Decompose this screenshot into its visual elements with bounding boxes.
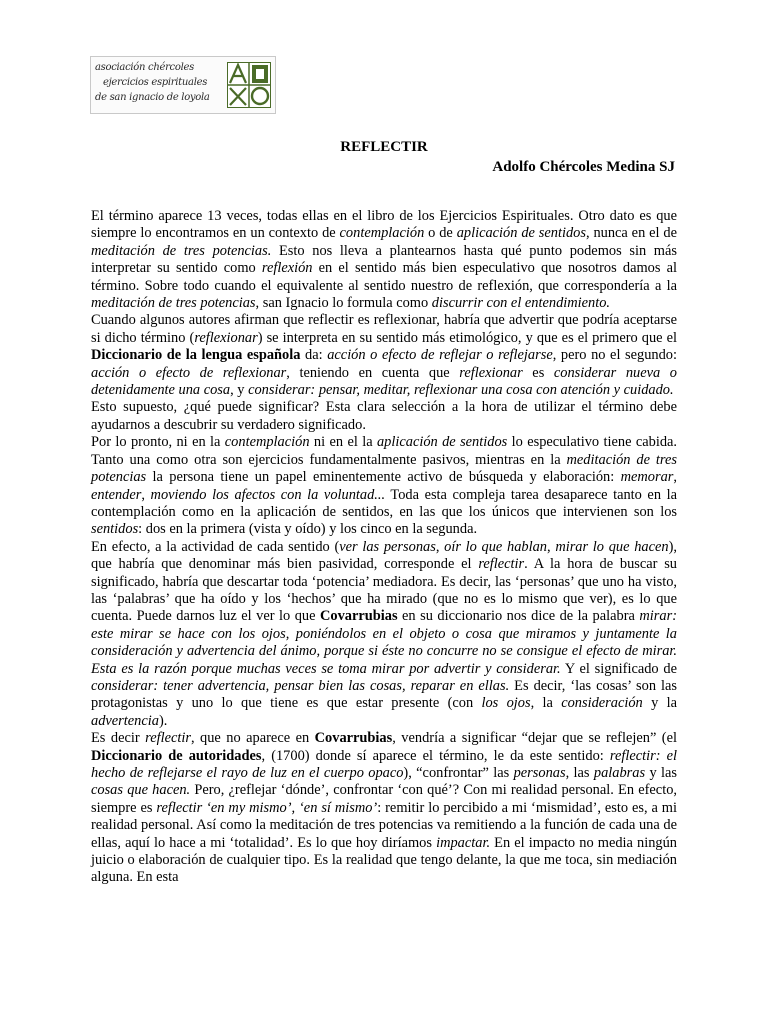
italic-text: reflectir <box>145 730 191 747</box>
bold-text: Diccionario de autoridades <box>91 747 262 764</box>
italic-text: considerar: tener advertencia, pensar bien las cosas, reparar en ellas. <box>91 677 510 694</box>
text-run: y la <box>642 695 677 712</box>
italic-text: ver las personas <box>339 538 436 555</box>
italic-text: reflectir <box>478 556 525 573</box>
text-run: Por lo pronto, ni en la <box>91 434 225 451</box>
italic-text: discurrir con el entendimiento. <box>431 295 611 312</box>
italic-text: reflectir ‘en my mismo’, ‘en sí mismo’ <box>156 799 378 816</box>
text-run: Toda esta compleja tarea desaparece tanto en la contemplación como en la aplicación de sentidos, en las que los únicos que intervienen son los <box>91 486 677 520</box>
body-paragraph <box>91 312 677 399</box>
italic-text: advertencia <box>91 712 159 729</box>
italic-text: reflectir: el hecho de reflejarse el rayo de luz en el cuerpo opaco <box>91 747 677 781</box>
italic-text: memorar <box>620 469 674 486</box>
text-run: , <box>547 538 556 555</box>
italic-text: cosas que hacen. <box>91 782 191 799</box>
text-run: ni en el la <box>309 434 377 451</box>
italic-text: aplicación de sentidos <box>456 225 586 242</box>
italic-text: acción o efecto de reflexionar <box>91 364 287 381</box>
text-run: ), “confrontar” las <box>403 765 514 781</box>
bold-text: Diccionario de la lengua española <box>91 347 301 364</box>
text-run: da: <box>300 347 328 364</box>
text-run: Esto supuesto, ¿qué puede significar? Esta clara selección a la hora de utilizar el término debe ayudarnos a descubrir su verdadero significado. <box>91 399 677 433</box>
text-run: Esto nos lleva a plantearnos hasta qué punto podemos sin más interpretar su sentido como <box>91 242 677 277</box>
logo-line: asociación chércoles <box>95 62 194 73</box>
organization-logo <box>90 56 276 114</box>
text-run: ). <box>158 712 168 729</box>
text-run: , y <box>230 382 249 399</box>
body-paragraph <box>91 539 677 730</box>
italic-text: reflexión <box>261 260 313 277</box>
logo-line: ejercicios espirituales <box>103 77 208 88</box>
italic-text: meditación de tres potencias. <box>91 242 272 259</box>
text-run: Y el significado de <box>560 660 677 677</box>
document-title: REFLECTIR <box>340 139 428 155</box>
text-run: , vendría a significar “dejar que se reflejen” (el <box>392 730 677 747</box>
text-run: Pero, ¿reflejar ‘dónde’, confrontar ‘con qué’? Con mi realidad personal. En efecto, siempre es <box>91 782 677 816</box>
italic-text: considerar nueva o detenidamente una cosa <box>91 364 677 399</box>
italic-text: reflexionar <box>459 364 523 381</box>
italic-text: meditación de tres potencias <box>91 295 256 312</box>
italic-text: personas <box>513 765 566 781</box>
text-run: : remitir lo percibido a mi ‘mismidad’, esto es, a mi realidad personal. Así como la meditación de tres potencias va remitiendo a la función de cada una de ellas, aquí lo hace a mi ‘totalidad’. Es lo que hoy diríamos <box>91 799 677 851</box>
text-run: Cuando algunos autores afirman que reflectir es reflexionar, habría que advertir que podría aceptarse si dicho término ( <box>91 312 677 346</box>
text-run: , la <box>530 695 562 712</box>
text-run: ) se interpreta en su sentido más etimológico, y que es el primero que el <box>257 329 678 346</box>
text-run: Es decir, ‘las cosas’ son las protagonistas y uno lo que tiene es que estar presente (con <box>91 677 677 712</box>
italic-text: los ojos <box>481 695 531 712</box>
body-paragraph <box>91 399 677 434</box>
text-run: , las <box>565 765 594 781</box>
text-run: , (1700) donde sí aparece el término, le da este sentido: <box>261 747 610 764</box>
body-paragraph <box>91 730 677 887</box>
text-run: , <box>673 469 677 486</box>
italic-text: mirar lo que hacen <box>555 538 669 555</box>
text-run: lo especulativo tiene cabida. Tanto una como otra son ejercicios fundamentalmente pasivos, mientras en la <box>91 434 677 468</box>
text-run: Es decir <box>91 730 146 747</box>
italic-text: moviendo los afectos con la voluntad... <box>150 486 386 503</box>
text-run: , teniendo en cuenta que <box>286 364 460 381</box>
text-run: ), que habría que denominar más bien pasividad, corresponde el <box>91 538 677 573</box>
text-run: la persona tiene un papel eminentemente activo de búsqueda y elaboración: <box>146 469 621 486</box>
text-run: En el impacto no media ningún juicio o elaboración de cualquier tipo. Es la realidad que tengo delante, la que me toca, sin mediación alguna. En esta <box>91 834 678 886</box>
text-run: El término aparece 13 veces, todas ellas en el libro de los Ejercicios Espirituales. Otro dato es que siempre lo encontramos en un contexto de <box>91 208 677 242</box>
logo-line: de san ignacio de loyola <box>95 92 210 103</box>
text-run: o de <box>424 225 457 242</box>
text-run: , que no aparece en <box>190 730 315 747</box>
text-run: en el sentido más bien especulativo que nosotros damos al término. Sobre todo cuando el equivalente al sentido nuestro de reflexión, que correspondería a la <box>91 260 677 294</box>
text-run: , san Ignacio lo formula como <box>255 295 432 312</box>
logo-wordmark <box>95 60 225 105</box>
italic-text: acción o efecto de reflejar o reflejarse <box>327 347 553 364</box>
text-run: , nunca en el de <box>585 225 677 242</box>
italic-text: oír lo que hablan <box>444 538 547 555</box>
italic-text: aplicación de sentidos <box>376 434 508 451</box>
logo-emblem-icon <box>227 62 271 108</box>
italic-text: consideración <box>561 695 643 712</box>
text-run: es <box>522 364 554 381</box>
body-paragraph <box>91 434 677 538</box>
bold-text: Covarrubias <box>319 608 398 625</box>
italic-text: reflexionar <box>194 329 258 346</box>
document-author: Adolfo Chércoles Medina SJ <box>492 159 675 175</box>
text-run: . A la hora de buscar su significado, habría que descartar toda ‘potencia’ mediadora. Es decir, las ‘personas’ que uno ha visto, las ‘palabras’ que ha oído y los ‘hechos’ que ha mirado (que no es lo mismo que ver), es lo que cuenta. Puede darnos luz el ver lo que <box>91 556 677 625</box>
text-run: , <box>435 538 445 555</box>
document-body <box>91 208 677 887</box>
italic-text: sentidos <box>91 521 139 538</box>
italic-text: meditación de tres potencias <box>91 451 677 486</box>
italic-text: palabras <box>593 765 646 781</box>
italic-text: impactar. <box>436 834 491 851</box>
italic-text: considerar: pensar, meditar, reflexionar una cosa con atención y cuidado. <box>248 382 674 399</box>
text-run: y las <box>645 765 677 781</box>
text-run: , <box>141 486 151 503</box>
body-paragraph <box>91 208 677 312</box>
bold-text: Covarrubias <box>314 730 393 747</box>
italic-text: mirar: este mirar se hace con los ojos, poniéndolos en el objeto o cosa que miramos y juntamente la consideración y advertencia del ánimo, porque si éste no concurre no se consigue el efecto de mirar. Esta es la razón porque muchas veces se toma mirar por advertir y considerar. <box>91 608 677 677</box>
italic-text: contemplación <box>339 225 425 242</box>
italic-text: entender <box>91 486 142 503</box>
text-run: En efecto, a la actividad de cada sentido ( <box>91 538 340 555</box>
text-run: : dos en la primera (vista y oído) y los cinco en la segunda. <box>138 521 478 538</box>
text-run: , pero no el segundo: <box>552 347 677 364</box>
italic-text: contemplación <box>224 434 310 451</box>
text-run: en su diccionario nos dice de la palabra <box>397 608 640 625</box>
